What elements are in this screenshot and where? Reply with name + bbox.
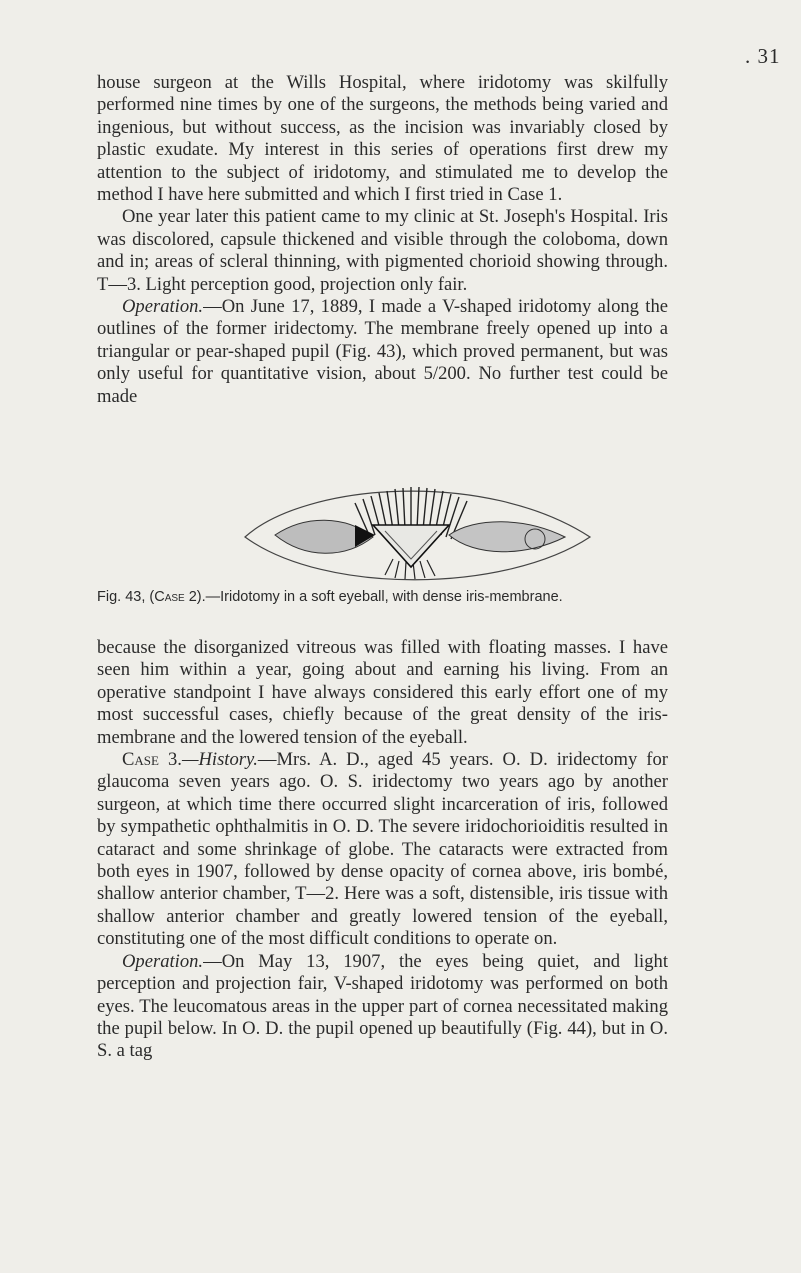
operation-text: —On June 17, 1889, I made a V-shaped iridotomy along the outlines of the former iridectomy. The membrane freely opened up into a triangular or pear-shaped pupil (Fig. 43), which proved permanent, but was only useful for quantitative vision, about 5/200. No further test could be made <box>97 296 668 407</box>
paragraph-operation-1 <box>97 296 668 408</box>
caption-text: —Iridotomy in a soft eyeball, with dense iris-membrane. <box>205 589 563 605</box>
case-3-label: Case 3. <box>122 749 182 771</box>
eyeball-illustration-icon <box>235 475 610 587</box>
page-number: . 31 <box>745 44 781 68</box>
caption-fig-label: Fig. 43, <box>97 589 146 605</box>
figure-43 <box>235 475 610 587</box>
paragraph-after-figure: because the disorganized vitreous was filled with floating masses. I have seen him within a year, going about and earning his living. From an operative standpoint I have always considered this early effort one of my most successful cases, chiefly because of the great density of the iris-membrane and the lowered tension of the eyeball. <box>97 637 668 748</box>
figure-caption <box>97 588 668 606</box>
caption-case-label: (Case 2). <box>149 589 206 605</box>
paragraph-case-3 <box>97 749 668 951</box>
paragraph-operation-2 <box>97 951 668 1063</box>
paragraph-2: One year later this patient came to my clinic at St. Joseph's Hospital. Iris was discolored, capsule thickened and visible through the coloboma, down and in; areas of scleral thinning, with pigmented chorioid showing through. T—3. Light perception good, projection only fair. <box>97 206 668 295</box>
operation-2-text: —On May 13, 1907, the eyes being quiet, and light perception and projection fair, V-shaped iridotomy was performed on both eyes. The leucomatous areas in the upper part of cornea necessitated making the pupil below. In O. D. the pupil opened up beautifully (Fig. 44), but in O. S. a tag <box>97 950 668 1062</box>
text-block-top <box>97 72 668 408</box>
operation-label: Operation. <box>122 296 204 318</box>
text-block-bottom <box>97 637 668 1063</box>
paragraph-1: house surgeon at the Wills Hospital, where iridotomy was skilfully performed nine times by one of the surgeons, the methods being varied and ingenious, but without success, as the incision was invariably closed by plastic exudate. My interest in this series of operations first drew my attention to the subject of iridotomy, and stimulated me to develop the method I have here submitted and which I first tried in Case 1. <box>97 72 668 206</box>
history-label: —History. <box>181 749 258 771</box>
case-3-text: —Mrs. A. D., aged 45 years. O. D. iridectomy for glaucoma seven years ago. O. S. iridectomy two years ago by another surgeon, at which time there occurred slight incarceration of iris, followed by sympathetic ophthalmitis in O. D. The severe iridochorioiditis resulted in cataract and some shrinkage of globe. The cataracts were extracted from both eyes in 1907, followed by dense opacity of cornea above, iris bombé, shallow anterior chamber, T—2. Here was a soft, distensible, iris tissue with shallow anterior chamber and greatly lowered tension of the eyeball, constituting one of the most difficult conditions to operate on. <box>97 749 668 950</box>
operation-2-label: Operation. <box>122 950 204 972</box>
